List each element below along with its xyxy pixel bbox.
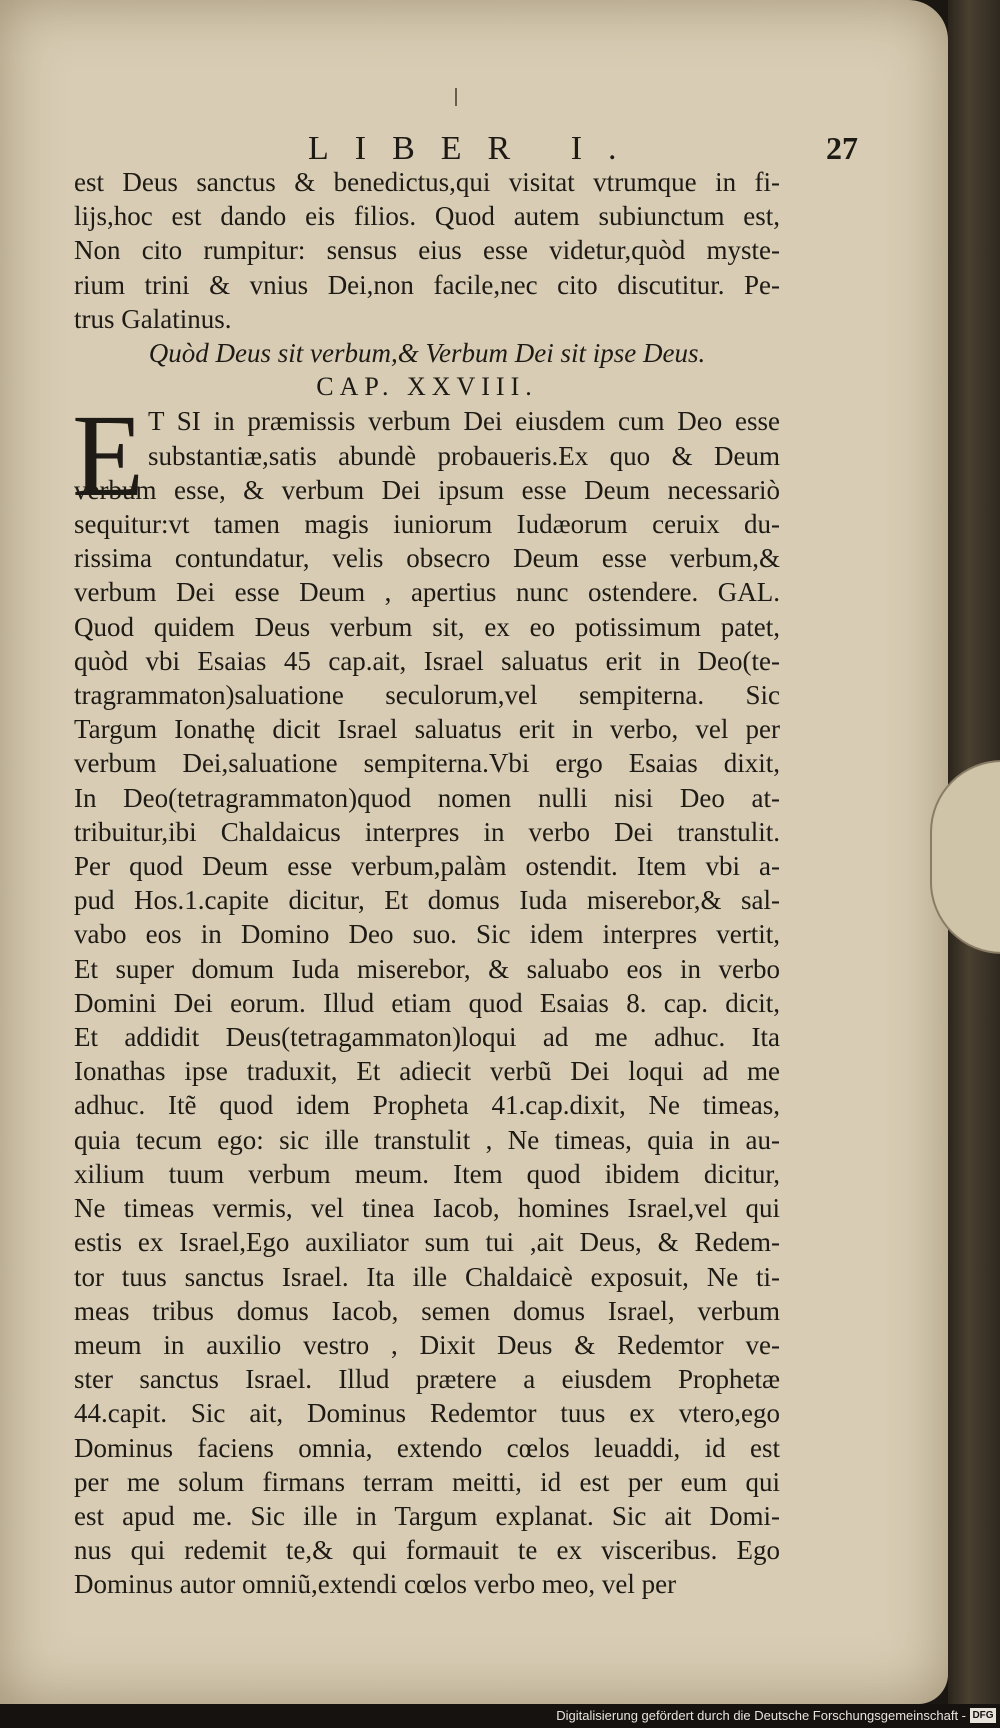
chapter-number: CAP. XXVIII. [316, 372, 538, 402]
chapter-paragraph [72, 390, 780, 1601]
text-line: rium trini & vnius Dei,non facile,nec cito discutitur. Pe- [74, 269, 780, 300]
text-line: quòd vbi Esaias 45 cap.ait, Israel saluatus erit in Deo(te- [74, 645, 780, 676]
text-line: 44.capit. Sic ait, Dominus Redemtor tuus ex vtero,ego [74, 1398, 780, 1429]
text-line: trus Galatinus. [74, 303, 232, 334]
text-line: xilium tuum verbum meum. Item quod ibidem dicitur, [74, 1158, 780, 1189]
text-line: In Deo(tetragrammaton)quod nomen nulli nisi Deo at- [74, 782, 780, 813]
running-title: LIBER I. [308, 130, 643, 167]
text-line: verbum esse, & verbum Dei ipsum esse Deum necessariò [74, 474, 780, 505]
dfg-logo: DFG [970, 1708, 996, 1723]
text-line: est Deus sanctus & benedictus,qui visitat vtrumque in fi- [74, 167, 780, 197]
text-line: meum in auxilio vestro , Dixit Deus & Redemtor ve- [74, 1329, 780, 1360]
text-line: est apud me. Sic ille in Targum explanat. Sic ait Domi- [74, 1500, 780, 1531]
text-line: Non cito rumpitur: sensus eius esse videtur,quòd myste- [74, 235, 780, 266]
text-line: substantiæ,satis abundè probaueris.Ex quo & Deum [148, 440, 780, 471]
text-line: tor tuus sanctus Israel. Ita ille Chaldaicè exposuit, Ne ti- [74, 1261, 780, 1292]
text-line: Ne timeas vermis, vel tinea Iacob, homines Israel,vel qui [74, 1193, 780, 1224]
text-line: vabo eos in Domino Deo suo. Sic idem interpres vertit, [74, 919, 780, 950]
text-line: verbum Dei esse Deum , apertius nunc ostendere. GAL. [74, 577, 780, 608]
page-header [80, 130, 858, 170]
text-line: Domini Dei eorum. Illud etiam quod Esaias 8. cap. dicit, [74, 987, 780, 1018]
drop-initial: E [72, 390, 145, 522]
text-line: Et addidit Deus(tetragammaton)loqui ad me adhuc. Ita [74, 1022, 780, 1053]
text-line: Dominus autor omniũ,extendi cœlos verbo meo, vel per [74, 1569, 677, 1600]
text-line: estis ex Israel,Ego auxiliator sum tui ,ait Deus, & Redem- [74, 1227, 780, 1258]
text-line: tragrammaton)saluatione seculorum,vel sempiterna. Sic [74, 680, 780, 711]
page-text [74, 165, 780, 1602]
text-line: T SI in præmissis verbum Dei eiusdem cum Deo esse [148, 406, 780, 437]
text-line: per me solum firmans terram meitti, id est per eum qui [74, 1466, 780, 1497]
text-line: meas tribus domus Iacob, semen domus Israel, verbum [74, 1295, 780, 1326]
text-line: ster sanctus Israel. Illud prætere a eiusdem Prophetæ [74, 1364, 780, 1395]
text-line: adhuc. Itẽ quod idem Propheta 41.cap.dixit, Ne timeas, [74, 1090, 780, 1121]
text-line: pud Hos.1.capite dicitur, Et domus Iuda miserebor,& sal- [74, 885, 780, 916]
text-line: lijs,hoc est dando eis filios. Quod autem subiunctum est, [74, 201, 780, 232]
text-line: Quod quidem Deus verbum sit, ex eo potissimum patet, [74, 611, 780, 642]
text-line: sequitur:vt tamen magis iuniorum Iudæorum ceruix du- [74, 509, 780, 540]
chapter-heading: Quòd Deus sit verbum,& Verbum Dei sit ipse Deus. [148, 338, 706, 369]
text-line: quia tecum ego: sic ille transtulit , Ne timeas, quia in au- [74, 1124, 780, 1155]
footer-credit: Digitalisierung gefördert durch die Deutsche Forschungsgemeinschaft - [556, 1708, 966, 1723]
text-line: Dominus faciens omnia, extendo cœlos leuaddi, id est [74, 1432, 780, 1463]
text-line: Ionathas ipse traduxit, Et adiecit verbũ Dei loqui ad me [74, 1056, 780, 1087]
text-line: Et super domum Iuda miserebor, & saluabo eos in verbo [74, 953, 780, 984]
text-line: verbum Dei,saluatione sempiterna.Vbi ergo Esaias dixit, [74, 748, 780, 779]
text-line: Per quod Deum esse verbum,palàm ostendit. Item vbi a- [74, 851, 780, 882]
text-line: nus qui redemit te,& qui formauit te ex visceribus. Ego [74, 1535, 780, 1566]
margin-mark [455, 88, 457, 106]
digitization-footer [0, 1704, 1000, 1728]
text-line: tribuitur,ibi Chaldaicus interpres in verbo Dei transtulit. [74, 816, 780, 847]
page-number: 27 [826, 130, 858, 166]
text-line: Targum Ionathę dicit Israel saluatus erit in verbo, vel per [74, 714, 780, 745]
text-line: rissima contundatur, velis obsecro Deum esse verbum,& [74, 543, 780, 574]
